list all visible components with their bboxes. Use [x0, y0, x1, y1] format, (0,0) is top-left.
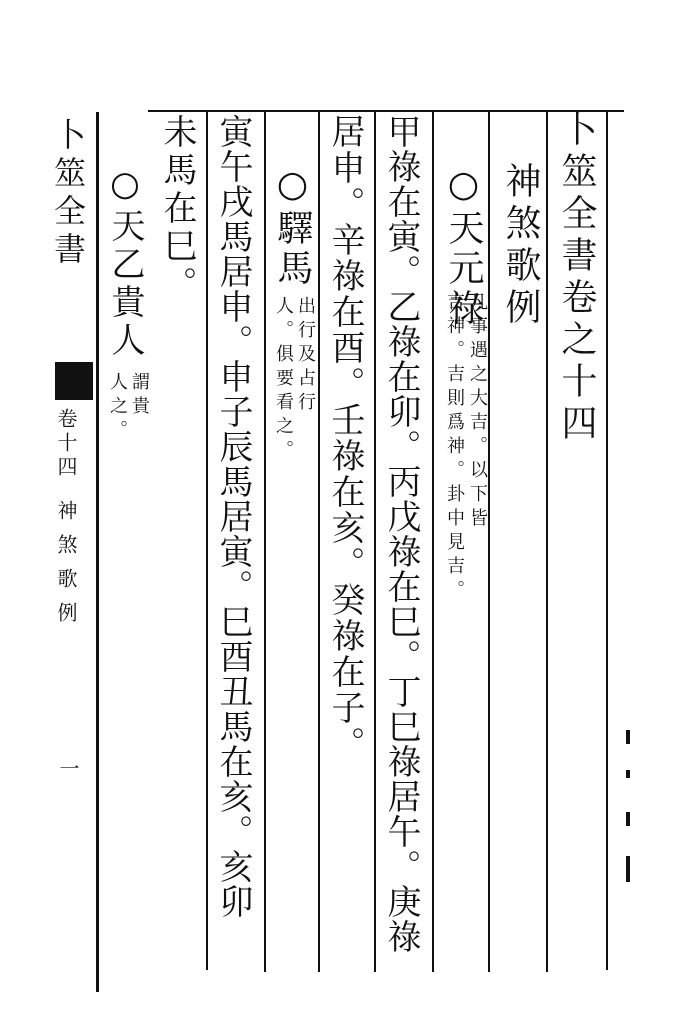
column-divider	[488, 112, 490, 972]
section-title: 神煞歌例	[500, 162, 541, 330]
fishtail-mark	[55, 362, 93, 400]
margin-volume: 卷十四	[54, 408, 78, 480]
column-divider	[264, 112, 266, 972]
edge-mark	[626, 770, 630, 778]
entry-heading: ○驛馬	[272, 164, 313, 289]
entry-note: 凡事遇之大吉。以下皆	[467, 292, 488, 532]
right-border-line	[606, 110, 608, 970]
top-border-line	[148, 110, 624, 112]
entry-heading: ○天乙貴人	[105, 164, 145, 360]
edge-mark	[626, 812, 630, 826]
margin-title: 卜筮全書	[49, 118, 87, 270]
entry-note: 人。俱要看之。	[273, 296, 294, 464]
entry-body: 寅午戌馬居申。申子辰馬居寅。巳酉丑馬在亥。亥卯	[213, 114, 253, 919]
book-title: 卜筮全書卷之十四	[556, 110, 597, 446]
entry-note: 出行及占行	[295, 296, 316, 416]
entry-body: 未馬在巳。	[157, 114, 197, 304]
column-divider	[546, 112, 548, 972]
edge-mark	[626, 730, 630, 744]
column-divider	[206, 112, 208, 970]
margin-section: 神煞歌例	[54, 500, 78, 636]
entry-note: 人之。	[107, 372, 128, 444]
entry-note: 謂貴	[129, 372, 150, 420]
entry-heading: ○天元祿	[443, 164, 484, 329]
margin-border-line	[96, 112, 99, 992]
column-divider	[374, 112, 376, 972]
entry-note: 吉神。吉則爲神。卦中見吉。	[444, 292, 465, 604]
entry-body: 甲祿在寅。乙祿在卯。丙戊祿在巳。丁巳祿居午。庚祿	[381, 114, 421, 954]
entry-body: 居申。辛祿在酉。壬祿在亥。癸祿在子。	[325, 114, 365, 762]
column-divider	[432, 112, 434, 972]
edge-mark	[626, 856, 630, 882]
margin-page-number: 一	[56, 758, 80, 784]
column-divider	[318, 112, 320, 972]
